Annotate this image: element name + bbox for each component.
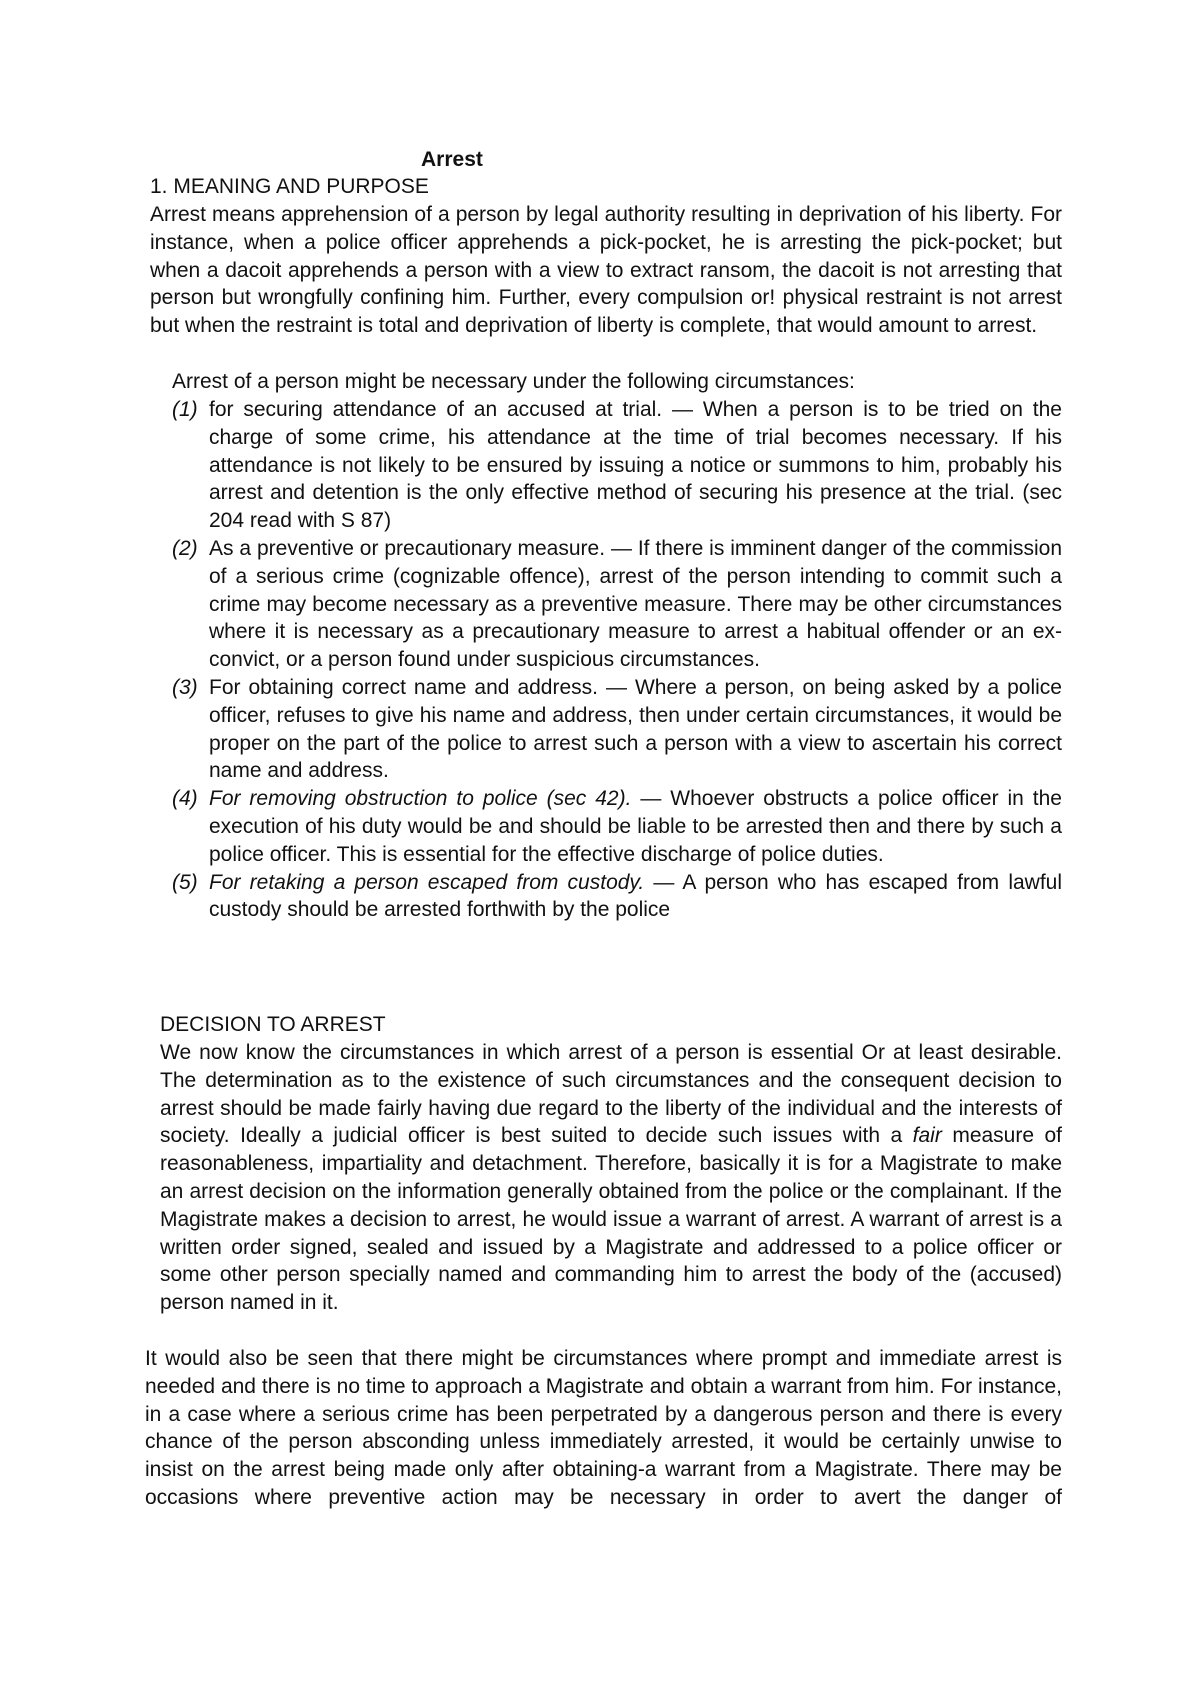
list-item-text: [209, 535, 1062, 674]
paragraph-decision-emphasis: fair: [912, 1124, 942, 1148]
list-item-lead: for securing attendance of an accused at trial.: [209, 398, 663, 421]
paragraph-decision: [160, 1039, 1062, 1317]
list-item-number: (4): [172, 787, 198, 811]
list-item: [172, 869, 1062, 925]
list-item: [172, 674, 1062, 785]
circumstances-list: [172, 396, 1062, 924]
section-heading-meaning: 1. MEANING AND PURPOSE: [150, 175, 429, 198]
list-item-lead: For retaking a person escaped from custody.: [209, 870, 645, 894]
list-item: [172, 785, 1062, 868]
list-item-body: — Where a person, on being asked by a police officer, refuses to give his name and address, then under certain circumstances, it would be proper on the part of the police to arrest such a person with a view to ascertain his correct name and address.: [209, 675, 1062, 783]
paragraph-decision-part-a: We now know the circumstances in which arrest of a person is essential Or at least desirable. The determination as to the existence of such circumstances and the consequent decision to arrest should be made fairly having due regard to the liberty of the individual and the interests of society. Ideally a judicial officer is best suited to decide such issues with a: [160, 1041, 1062, 1148]
list-item-body: — A person who has escaped from lawful custody should be arrested forthwith by the police: [209, 870, 1063, 922]
list-item-body: — When a person is to be tried on the charge of some crime, his attendance at the time of trial becomes necessary. If his attendance is not likely to be ensured by issuing a notice or summons to him, probably his arrest and detention is the only effective method of securing his presence at the trial. (sec 204 read with S 87): [209, 398, 1062, 533]
list-item-number: (3): [172, 675, 198, 699]
paragraph-decision-part-b: measure of reasonableness, impartiality and detachment. Therefore, basically it is for a Magistrate to make an arrest decision on the information generally obtained from the police or the complainant. If the Magistrate makes a decision to arrest, he would issue a warrant of arrest. A warrant of arrest is a written order signed, sealed and issued by a Magistrate and addressed to a police officer or some other person specially named and commanding him to arrest the body of the (accused) person named in it.: [160, 1124, 1062, 1315]
paragraph-meaning: Arrest means apprehension of a person by legal authority resulting in deprivation of his liberty. For instance, when a police officer apprehends a pick-pocket, he is arresting the pick-pocket; but when a dacoit apprehends a person with a view to extract ransom, the dacoit is not arresting that person but wrongfully confining him. Further, every compulsion or! physical restraint is not arrest but when the restraint is total and deprivation of liberty is complete, that would amount to arrest.: [150, 203, 1062, 338]
list-item: [172, 396, 1062, 535]
list-item-lead: For obtaining correct name and address.: [209, 675, 598, 699]
list-item-number: (1): [172, 398, 198, 421]
list-item-lead: As a preventive or precautionary measure.: [209, 536, 606, 560]
list-item-text: [209, 396, 1062, 535]
document-title: Arrest: [421, 148, 483, 171]
list-item-number: (5): [172, 870, 198, 894]
list-item-text: [209, 785, 1062, 868]
section-heading-decision: DECISION TO ARREST: [160, 1013, 386, 1036]
paragraph-circumstances-intro: Arrest of a person might be necessary under the following circumstances:: [172, 370, 855, 393]
list-item: [172, 535, 1062, 674]
list-item-body: — Whoever obstructs a police officer in the execution of his duty would be and should be liable to be arrested then and there by such a police officer. This is essential for the effective discharge of police duties.: [209, 787, 1062, 866]
list-item-text: [209, 869, 1062, 925]
list-item-number: (2): [172, 536, 198, 560]
list-item-text: [209, 674, 1062, 785]
list-item-lead: For removing obstruction to police (sec 42).: [209, 787, 632, 811]
list-item-body: — If there is imminent danger of the commission of a serious crime (cognizable offence), arrest of the person intending to commit such a crime may become necessary as a preventive measure. There may be other circumstances where it is necessary as a precautionary measure to arrest a habitual offender or an ex-convict, or a person found under suspicious circumstances.: [209, 536, 1062, 672]
paragraph-prompt-arrest: It would also be seen that there might be circumstances where prompt and immediate arrest is needed and there is no time to approach a Magistrate and obtain a warrant from him. For instance, in a case where a serious crime has been perpetrated by a dangerous person and there is every chance of the person absconding unless immediately arrested, it would be certainly unwise to insist on the arrest being made only after obtaining-a warrant from a Magistrate. There may be occasions where preventive action may be necessary in order to avert the danger of: [145, 1347, 1062, 1509]
